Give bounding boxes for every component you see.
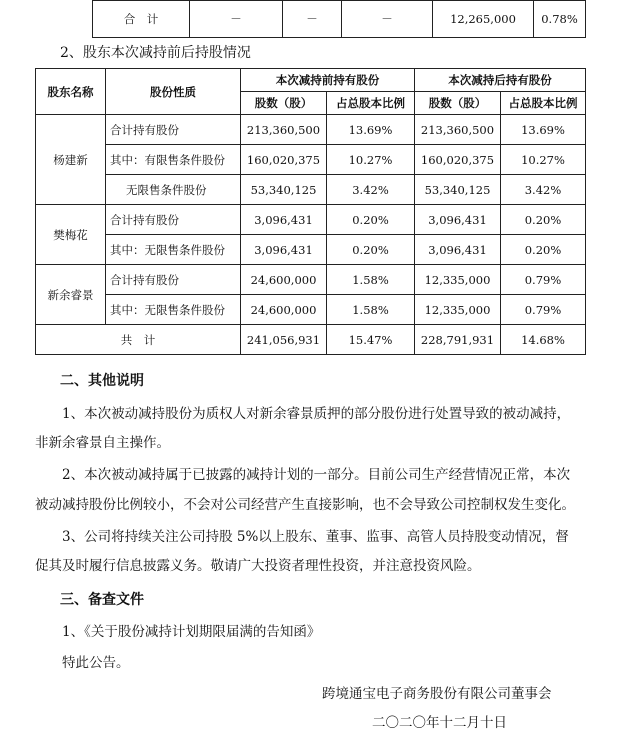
- total-after-ratio: 14.68%: [501, 325, 586, 355]
- holder-row: [36, 115, 586, 145]
- share-nature: 其中：有限售条件股份: [106, 145, 241, 175]
- previous-table-total-row: [92, 0, 586, 38]
- header-nature: 股份性质: [106, 69, 241, 115]
- para-1-line-2: 非新余睿景自主操作。: [35, 435, 170, 451]
- para-2-line-2: 被动减持股份比例较小，不会对公司经营产生直接影响，也不会导致公司控制权发生变化。: [35, 497, 575, 513]
- a-ratio-cell: 3.42%: [501, 175, 586, 205]
- file-1: 1、《关于股份减持计划期限届满的告知函》: [62, 624, 321, 640]
- holder-name: 新余睿景: [36, 265, 106, 325]
- b-shares-cell: 3,096,431: [241, 205, 327, 235]
- a-ratio-cell: 0.20%: [501, 235, 586, 265]
- b-ratio-cell: 1.58%: [327, 295, 415, 325]
- a-ratio-cell: 10.27%: [501, 145, 586, 175]
- date: 二〇二〇年十二月十日: [372, 715, 507, 731]
- b-shares-cell: 213,360,500: [241, 115, 327, 145]
- holder-row: [36, 175, 586, 205]
- section-2-title: 2、股东本次减持前后持股情况: [60, 45, 251, 61]
- b-shares-cell: 24,600,000: [241, 295, 327, 325]
- a-ratio-cell: 0.79%: [501, 295, 586, 325]
- header-shares: 股数（股）: [415, 92, 501, 115]
- holder-row: [36, 265, 586, 295]
- shares-cell: 12,265,000: [433, 1, 534, 38]
- share-nature: 其中：无限售条件股份: [106, 295, 241, 325]
- b-ratio-cell: 1.58%: [327, 265, 415, 295]
- signer: 跨境通宝电子商务股份有限公司董事会: [322, 686, 552, 702]
- para-3-line-1: 3、公司将持续关注公司持股 5%以上股东、董事、监事、高管人员持股变动情况，督: [62, 529, 569, 545]
- a-shares-cell: 3,096,431: [415, 235, 501, 265]
- holdings-table: [35, 68, 586, 355]
- a-shares-cell: 12,335,000: [415, 295, 501, 325]
- total-before-ratio: 15.47%: [327, 325, 415, 355]
- share-nature: 合计持有股份: [106, 115, 241, 145]
- notice: 特此公告。: [62, 655, 130, 671]
- b-ratio-cell: 0.20%: [327, 235, 415, 265]
- cell-dash: －: [190, 1, 283, 38]
- para-1-line-1: 1、本次被动减持股份为质权人对新余睿景质押的部分股份进行处置导致的被动减持，: [62, 406, 571, 422]
- a-shares-cell: 160,020,375: [415, 145, 501, 175]
- header-holder: 股东名称: [36, 69, 106, 115]
- a-ratio-cell: 13.69%: [501, 115, 586, 145]
- para-2-line-1: 2、本次被动减持属于已披露的减持计划的一部分。目前公司生产经营情况正常，本次: [62, 467, 571, 483]
- share-nature: 合计持有股份: [106, 205, 241, 235]
- holder-name: 杨建新: [36, 115, 106, 205]
- b-shares-cell: 160,020,375: [241, 145, 327, 175]
- share-nature: 其中：无限售条件股份: [106, 235, 241, 265]
- cell-dash: －: [342, 1, 433, 38]
- a-ratio-cell: 0.20%: [501, 205, 586, 235]
- header-shares: 股数（股）: [241, 92, 327, 115]
- header-after: 本次减持后持有股份: [415, 69, 586, 92]
- share-nature: 无限售条件股份: [106, 175, 241, 205]
- header-ratio: 占总股本比例: [327, 92, 415, 115]
- a-shares-cell: 53,340,125: [415, 175, 501, 205]
- total-before-shares: 241,056,931: [241, 325, 327, 355]
- total-after-shares: 228,791,931: [415, 325, 501, 355]
- b-ratio-cell: 13.69%: [327, 115, 415, 145]
- holder-row: [36, 295, 586, 325]
- a-shares-cell: 213,360,500: [415, 115, 501, 145]
- share-nature: 合计持有股份: [106, 265, 241, 295]
- b-shares-cell: 53,340,125: [241, 175, 327, 205]
- other-title: 二、其他说明: [60, 373, 144, 389]
- b-shares-cell: 24,600,000: [241, 265, 327, 295]
- b-ratio-cell: 0.20%: [327, 205, 415, 235]
- a-shares-cell: 12,335,000: [415, 265, 501, 295]
- cell-dash: －: [283, 1, 342, 38]
- total-label: 共 计: [36, 325, 241, 355]
- ratio-cell: 0.78%: [534, 1, 586, 38]
- holder-row: [36, 205, 586, 235]
- total-label: 合 计: [93, 1, 190, 38]
- holder-row: [36, 235, 586, 265]
- files-title: 三、备查文件: [60, 592, 144, 608]
- header-ratio: 占总股本比例: [501, 92, 586, 115]
- holder-name: 樊梅花: [36, 205, 106, 265]
- para-3-line-2: 促其及时履行信息披露义务。敬请广大投资者理性投资，并注意投资风险。: [35, 558, 481, 574]
- b-shares-cell: 3,096,431: [241, 235, 327, 265]
- header-before: 本次减持前持有股份: [241, 69, 415, 92]
- holder-row: [36, 145, 586, 175]
- a-shares-cell: 3,096,431: [415, 205, 501, 235]
- a-ratio-cell: 0.79%: [501, 265, 586, 295]
- b-ratio-cell: 3.42%: [327, 175, 415, 205]
- b-ratio-cell: 10.27%: [327, 145, 415, 175]
